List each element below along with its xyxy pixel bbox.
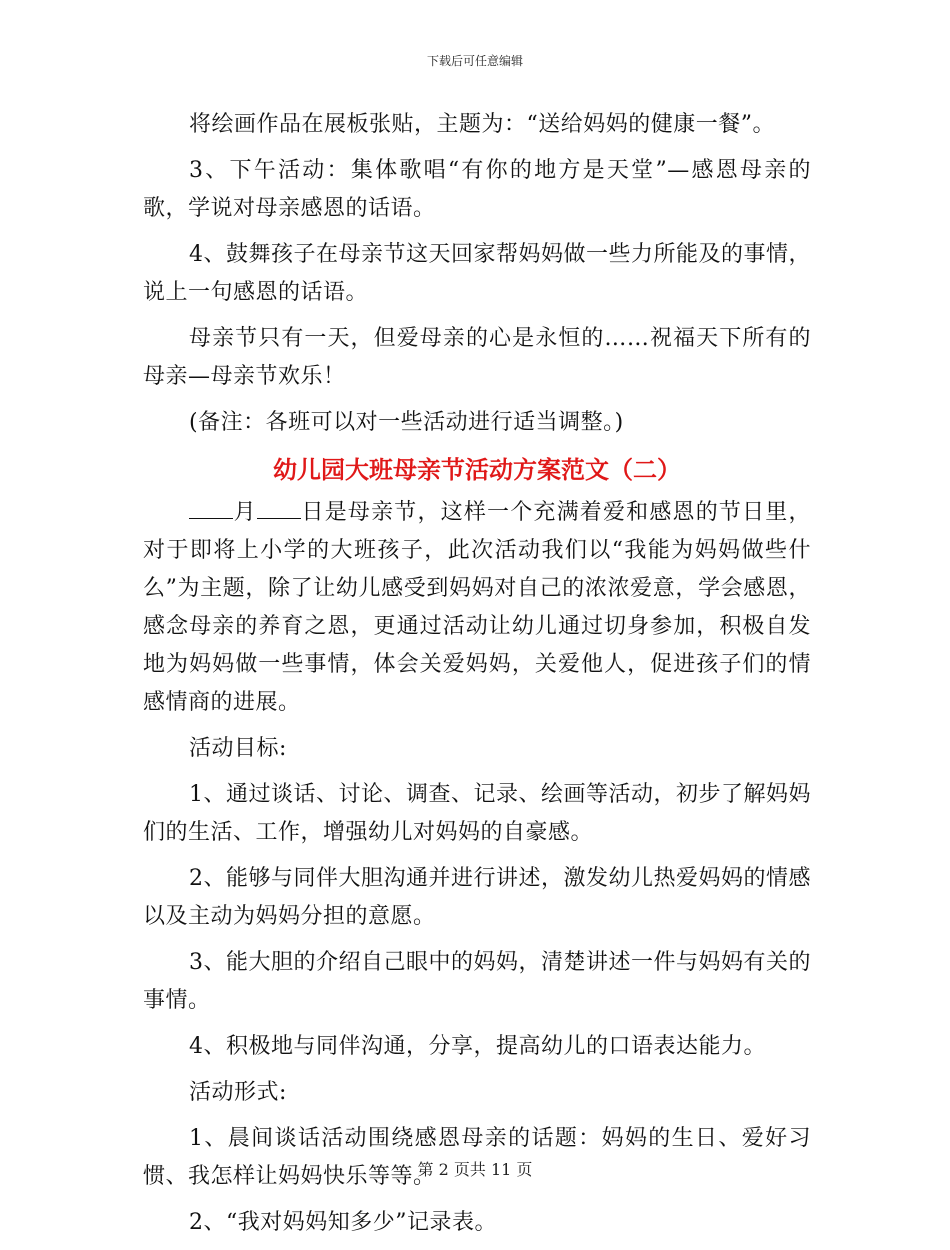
paragraph: 母亲节只有一天，但爱母亲的心是永恒的……祝福天下所有的母亲—母亲节欢乐！ bbox=[143, 326, 811, 389]
paragraph: 活动形式: bbox=[189, 1080, 287, 1105]
month-label: 月 bbox=[233, 500, 257, 525]
paragraph: 2、“我对妈妈知多少”记录表。 bbox=[189, 1210, 497, 1235]
paragraph: 3、下午活动：集体歌唱“有你的地方是天堂”—感恩母亲的歌，学说对母亲感恩的话语。 bbox=[143, 158, 811, 221]
paragraph: 3、能大胆的介绍自己眼中的妈妈，清楚讲述一件与妈妈有关的事情。 bbox=[143, 950, 811, 1013]
page-footer: 第 2 页共 11 页 bbox=[417, 1160, 533, 1179]
paragraph: 2、能够与同伴大胆沟通并进行讲述，激发幼儿热爱妈妈的情感以及主动为妈妈分担的意愿。 bbox=[143, 866, 811, 929]
paragraph: 4、积极地与同伴沟通，分享，提高幼儿的口语表达能力。 bbox=[189, 1034, 766, 1059]
paragraph-intro bbox=[143, 494, 811, 722]
document-body bbox=[143, 106, 811, 1250]
paragraph: 活动目标: bbox=[189, 736, 287, 761]
paragraph: 1、通过谈话、讨论、调查、记录、绘画等活动，初步了解妈妈们的生活、工作，增强幼儿对妈妈的自豪感。 bbox=[143, 782, 811, 845]
intro-text: 日是母亲节，这样一个充满着爱和感恩的节日里，对于即将上小学的大班孩子，此次活动我们以“我能为妈妈做些什么”为主题，除了让幼儿感受到妈妈对自己的浓浓爱意，学会感恩，感念母亲的养育之恩，更通过活动让幼儿通过切身参加，积极自发地为妈妈做一些事情，体会关爱妈妈，关爱他人，促进孩子们的情感情商的进展。 bbox=[143, 500, 811, 715]
fill-blank bbox=[257, 496, 301, 519]
paragraph: 1、晨间谈话活动围绕感恩母亲的话题：妈妈的生日、爱好习惯、我怎样让妈妈快乐等等。 bbox=[143, 1126, 811, 1189]
section-title: 幼儿园大班母亲节活动方案范文（二） bbox=[273, 456, 681, 484]
paragraph: (备注：各班可以对一些活动进行适当调整。) bbox=[189, 410, 624, 435]
paragraph: 4、鼓舞孩子在母亲节这天回家帮妈妈做一些力所能及的事情，说上一句感恩的话语。 bbox=[143, 242, 811, 305]
fill-blank bbox=[189, 496, 233, 519]
page-header: 下载后可任意编辑 bbox=[426, 54, 523, 68]
paragraph: 将绘画作品在展板张贴，主题为：“送给妈妈的健康一餐”。 bbox=[189, 112, 775, 137]
